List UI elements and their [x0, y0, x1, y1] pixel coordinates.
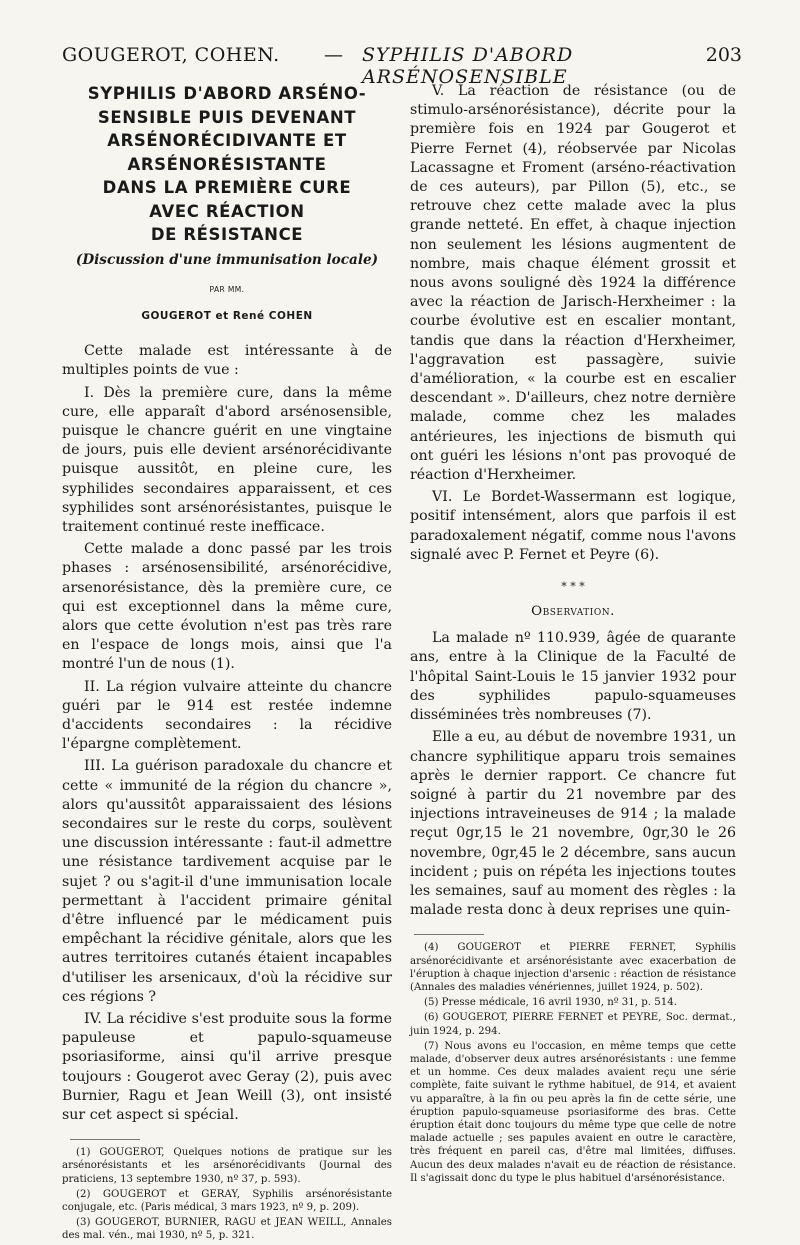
paragraph: IV. La récidive s'est produite sous la forme papuleuse et papulo-squameuse psoriasiforme, ainsi qu'il arrive presque toujours : Gougerot avec Geray (2), puis avec Burnier, Ragu et Jean Weill (3), ont insisté sur cet aspect si spécial.	[62, 1011, 392, 1124]
title-line: ARSÉNORÉCIDIVANTE ET	[107, 131, 347, 150]
paragraph: La malade nº 110.939, âgée de quarante ans, entre à la Clinique de la Faculté de l'hôpital Saint-Louis le 15 janvier 1932 pour des syphilides papulo-squameuses disséminées très nombreuses (7).	[410, 630, 736, 724]
header-title: SYPHILIS D'ABORD ARSÉNOSENSIBLE	[362, 44, 574, 88]
footnote-separator	[70, 1139, 140, 1140]
title-line: SYPHILIS D'ABORD ARSÉNO-	[87, 84, 367, 103]
running-header	[62, 44, 742, 88]
footnote: (4) GOUGEROT et PIERRE FERNET, Syphilis arsénorécidivante et arsénorésistante avec exacerbation de l'éruption à chaque injection d'arsenic : réaction de résistance (Annales des maladies vénériennes, juillet 1924, p. 502).	[410, 942, 736, 993]
paragraph: Cette malade a donc passé par les trois phases : arsénosensibilité, arsénorécidive, arsenorésistance, dès la première cure, ce qui est exceptionnel dans la même cure, alors que cette évolution n'est pas très rare en l'espace de longs mois, ainsi que l'a montré l'un de nous (1).	[62, 541, 392, 673]
section-stars: * * *	[561, 580, 585, 594]
page-number: 203	[705, 44, 742, 66]
title-line: DE RÉSISTANCE	[150, 225, 304, 244]
header-dash: —	[324, 44, 343, 66]
par-mm: PAR MM.	[209, 284, 245, 294]
left-column	[62, 82, 392, 1245]
title-line: SENSIBLE PUIS DEVENANT	[97, 107, 357, 127]
title-line: DANS LA PREMIÈRE CURE	[102, 178, 352, 197]
footnote: (3) GOUGEROT, BURNIER, RAGU et JEAN WEILL, Annales des mal. vén., mai 1930, nº 5, p. 321.	[62, 1217, 392, 1242]
paragraph: VI. Le Bordet-Wassermann est logique, positif intensément, alors que parfois il est paradoxalement négatif, comme nous l'avons signalé avec P. Fernet et Peyre (6).	[410, 489, 736, 563]
footnote: (2) GOUGEROT et GERAY, Syphilis arsénorésistante conjugale, etc. (Paris médical, 3 mars 1923, nº 9, p. 209).	[62, 1188, 392, 1214]
article-title	[62, 82, 392, 247]
footnote: (1) GOUGEROT, Quelques notions de pratique sur les arsénorésistants et les arsénorécidivants (Journal des praticiens, 13 septembre 1930, nº 37, p. 593).	[62, 1147, 392, 1185]
paragraph: I. Dès la première cure, dans la même cure, elle apparaît d'abord arsénosensible, puisque le chancre guérit en une vingtaine de jours, puis elle devient arsénorécidivante puisque aussitôt, en pleine cure, les syphilides secondaires apparaissent, et ces syphilides sont arsénorésistantes, puisque le traitement continué reste inefficace.	[62, 384, 392, 535]
footnote: (7) Nous avons eu l'occasion, en même temps que cette malade, d'observer deux autres arsénorésistants : une femme et un homme. Ces deux malades avaient reçu une série complète, faite suivant le rythme habituel, de 914, et avaient vu apparaître, à la fin ou peu après la fin de cette série, une éruption papulo-squameuse psoriasiforme des bras. Cette éruption était donc toujours du même type que celle de notre malade actuelle ; ses papules avaient en outre le caractère, très fréquent en pareil cas, d'être mal limitées, diffuses. Aucun des deux malades n'avait eu de réaction de résistance. Il s'agissait donc du type le plus habituel d'arsénorésistance.	[410, 1040, 736, 1184]
paragraph: III. La guérison paradoxale du chancre et cette « immunité de la région du chancre », alors qu'aussitôt apparaissaient des lésions secondaires sur le reste du corps, soulèvent une discussion intéressante : faut-il admettre une résistance tardivement acquise par le sujet ? ou s'agit-il d'une immunisation locale permettant à l'accident primaire génital d'être influencé par le médicament puis empêchant la récidive génitale, alors que les autres territoires cutanés étaient incapables d'utiliser les arsenicaux, d'où la récidive sur ces régions ?	[62, 758, 392, 1005]
footnote: (5) Presse médicale, 16 avril 1930, nº 31, p. 514.	[424, 997, 677, 1009]
footnote-separator	[414, 934, 484, 935]
right-column	[410, 82, 736, 1187]
paragraph: Cette malade est intéressante à de multiples points de vue :	[62, 343, 392, 379]
header-authors: GOUGEROT, COHEN.	[62, 44, 280, 66]
paragraph: II. La région vulvaire atteinte du chancre guéri par le 914 est restée indemne d'accidents secondaires : la récidive l'épargne complètement.	[62, 678, 392, 753]
article-authors: GOUGEROT et René COHEN	[141, 309, 313, 322]
article-subtitle: (Discussion d'une immunisation locale)	[75, 251, 379, 268]
title-line: AVEC RÉACTION	[149, 201, 305, 221]
title-line: ARSÉNORÉSISTANTE	[127, 154, 327, 174]
paragraph: V. La réaction de résistance (ou de stimulo-arsénorésistance), décrite pour la première fois en 1924 par Gougerot et Pierre Fernet (4), réobservée par Nicolas Lacassagne et Froment (arséno-réactivation de ces auteurs), par Pillon (5), etc., se retrouve chez cette malade avec la plus grande netteté. En effet, à chaque injection non seulement les lésions augmentent de nombre, mais chaque élément grossit et nous avons souligné dès 1924 la différence avec la réaction de Jarisch-Herxheimer : la courbe évolutive est en escalier montant, tandis que dans la réaction d'Herxheimer, l'aggravation est passagère, suivie d'amélioration, « la courbe est en escalier descendant ». D'ailleurs, chez notre dernière malade, comme chez les malades antérieures, les injections de bismuth qui ont guéri les lésions n'ont pas provoqué de réaction d'Herxheimer.	[410, 83, 736, 484]
observation-heading: Observation.	[531, 604, 615, 620]
footnote: (6) GOUGEROT, PIERRE FERNET et PEYRE, Soc. dermat., juin 1924, p. 294.	[410, 1012, 736, 1037]
paragraph: Elle a eu, au début de novembre 1931, un chancre syphilitique apparu trois semaines après le dernier rapport. Ce chancre fut soigné à partir du 21 novembre par des injections intraveineuses de 914 ; la malade reçut 0gr,15 le 21 novembre, 0gr,30 le 26 novembre, 0gr,45 le 2 décembre, sans aucun incident ; puis on répéta les injections toutes les semaines, sauf au moment des règles : la malade resta donc à deux reprises une quin-	[410, 729, 736, 919]
